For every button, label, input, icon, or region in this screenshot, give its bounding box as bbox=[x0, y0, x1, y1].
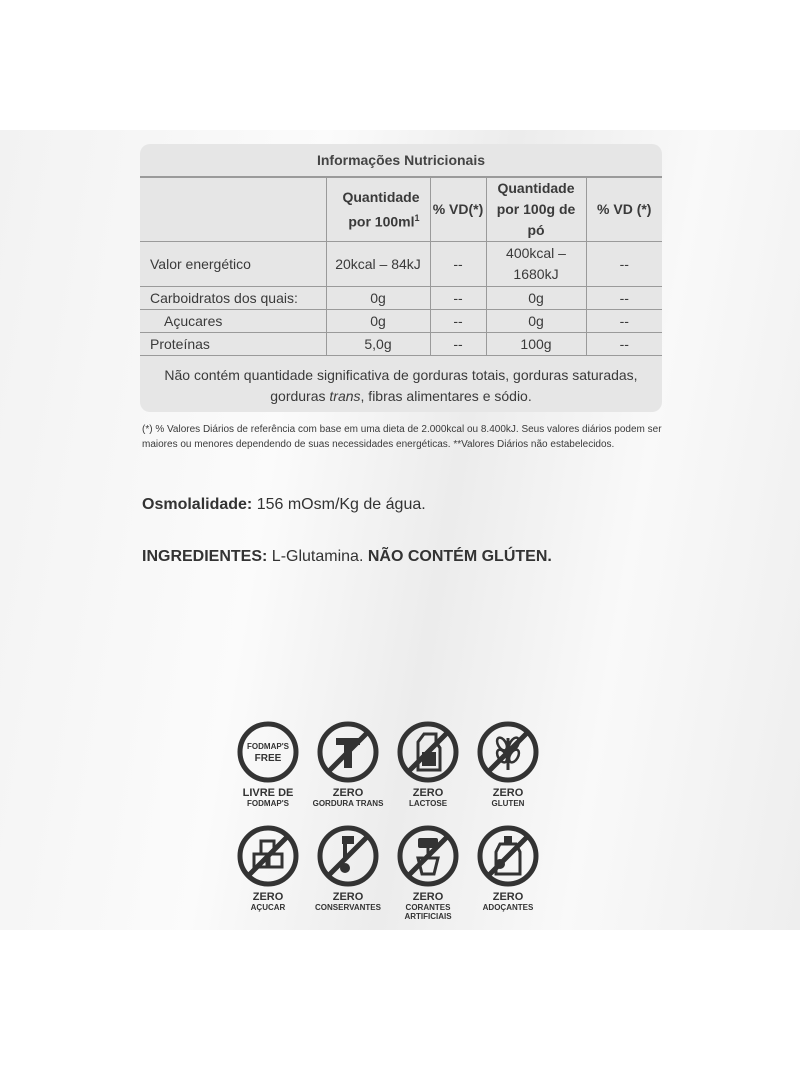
zero-gluten-badge: ZERO GLUTEN bbox=[472, 720, 544, 808]
row-label: Valor energético bbox=[140, 242, 326, 287]
header-qty-100g: Quantidade por 100g de pó bbox=[486, 178, 586, 242]
svg-text:FODMAP'S: FODMAP'S bbox=[247, 742, 289, 751]
zero-preservatives-badge: ZERO CONSERVANTES bbox=[312, 824, 384, 912]
header-vd-2: % VD (*) bbox=[586, 178, 662, 242]
row-qty-100g: 100g bbox=[486, 333, 586, 356]
fodmaps-free-icon bbox=[236, 720, 300, 784]
claims-icons bbox=[232, 720, 562, 930]
row-label: Proteínas bbox=[140, 333, 326, 356]
row-vd: -- bbox=[430, 333, 486, 356]
row-label: Açucares bbox=[140, 310, 326, 333]
row-vd-2: -- bbox=[586, 242, 662, 287]
zero-preservatives-icon bbox=[316, 824, 380, 888]
nutrition-footer: Não contém quantidade significativa de gorduras totais, gorduras saturadas, gorduras trans, fibras alimentares e sódio. bbox=[164, 367, 638, 404]
row-vd: -- bbox=[430, 310, 486, 333]
zero-sweeteners-icon bbox=[476, 824, 540, 888]
osmolality: Osmolalidade: 156 mOsm/Kg de água. bbox=[142, 496, 426, 513]
zero-sugar-icon bbox=[236, 824, 300, 888]
row-vd: -- bbox=[430, 287, 486, 310]
row-qty-100ml: 20kcal – 84kJ bbox=[326, 242, 430, 287]
row-qty-100g: 0g bbox=[486, 287, 586, 310]
zero-trans-fat-badge: ZERO GORDURA TRANS bbox=[312, 720, 384, 808]
row-vd: -- bbox=[430, 242, 486, 287]
nutrition-grid bbox=[140, 177, 662, 356]
row-vd-2: -- bbox=[586, 310, 662, 333]
table-row bbox=[140, 287, 662, 310]
row-qty-100ml: 5,0g bbox=[326, 333, 430, 356]
row-label: Carboidratos dos quais: bbox=[140, 287, 326, 310]
zero-trans-fat-icon bbox=[316, 720, 380, 784]
zero-sweeteners-badge: ZERO ADOÇANTES bbox=[472, 824, 544, 912]
table-row bbox=[140, 310, 662, 333]
table-row bbox=[140, 333, 662, 356]
row-vd-2: -- bbox=[586, 287, 662, 310]
nutrition-table bbox=[140, 144, 662, 412]
zero-lactose-icon bbox=[396, 720, 460, 784]
table-row bbox=[140, 242, 662, 287]
zero-gluten-icon bbox=[476, 720, 540, 784]
row-qty-100ml: 0g bbox=[326, 287, 430, 310]
ingredients: INGREDIENTES: L-Glutamina. NÃO CONTÉM GLÚTEN. bbox=[142, 548, 552, 565]
zero-artificial-colors-icon bbox=[396, 824, 460, 888]
zero-artificial-colors-badge: ZERO CORANTES ARTIFICIAIS bbox=[392, 824, 464, 921]
svg-text:FREE: FREE bbox=[254, 753, 282, 764]
header-vd: % VD(*) bbox=[430, 178, 486, 242]
zero-lactose-badge: ZERO LACTOSE bbox=[392, 720, 464, 808]
row-qty-100g: 400kcal – 1680kJ bbox=[486, 242, 586, 287]
row-qty-100ml: 0g bbox=[326, 310, 430, 333]
header-empty bbox=[140, 178, 326, 242]
header-qty-100ml: Quantidade por $100ml^1$ bbox=[326, 178, 430, 242]
zero-sugar-badge: ZERO AÇUCAR bbox=[232, 824, 304, 912]
footnote: (*) % Valores Diários de referência com base em uma dieta de 2.000kcal ou 8.400kJ. Seus valores diários podem ser maiores ou menores dependendo de suas necessidades energéticas. **Valores Diários não estabelecidos. bbox=[142, 424, 662, 450]
row-vd-2: -- bbox=[586, 333, 662, 356]
row-qty-100g: 0g bbox=[486, 310, 586, 333]
fodmaps-free-badge: FODMAP'S FREE LIVRE DE FODMAP'S bbox=[232, 720, 304, 808]
nutrition-title: Informações Nutricionais bbox=[140, 144, 662, 177]
